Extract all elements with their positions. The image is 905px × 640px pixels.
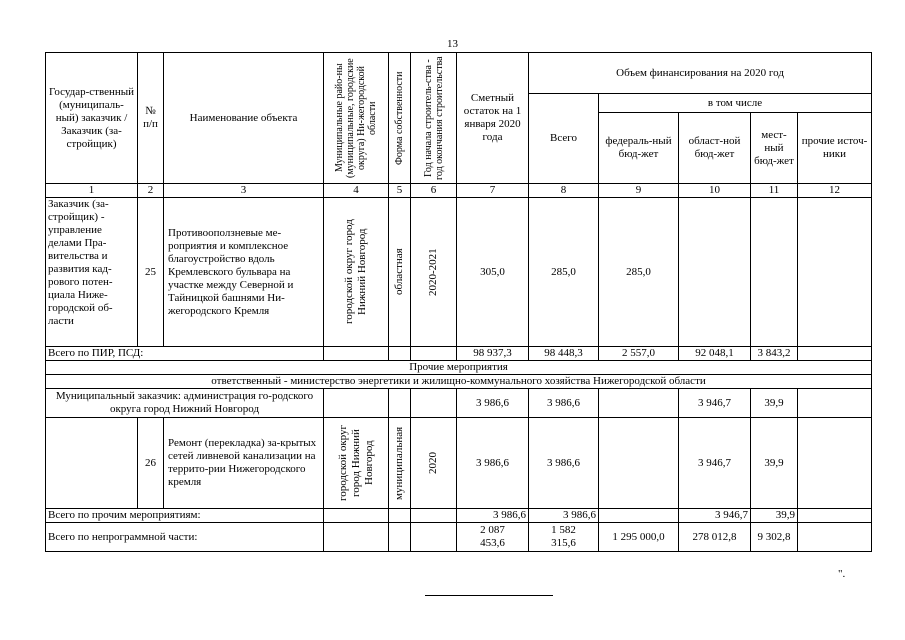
row26-district: городской округ город Нижний Новгород <box>336 424 375 502</box>
row26-district-cell <box>324 418 389 509</box>
empty-cell <box>411 523 457 552</box>
col-number: 1 <box>46 184 138 198</box>
row25-regional <box>679 198 751 347</box>
header-num: № п/п <box>138 53 164 184</box>
total-pir-label: Всего по ПИР, ПСД: <box>46 347 324 361</box>
empty-cell <box>389 523 411 552</box>
header-balance: Сметный остаток на 1 января 2020 года <box>457 53 529 184</box>
page-number: 13 <box>447 38 458 50</box>
total-pir-balance: 98 937,3 <box>457 347 529 361</box>
row25-ownership-cell <box>389 198 411 347</box>
col-number: 12 <box>798 184 872 198</box>
total-pir-total: 98 448,3 <box>529 347 599 361</box>
empty-cell <box>324 347 389 361</box>
col-number: 5 <box>389 184 411 198</box>
total-nonprogram-federal: 1 295 000,0 <box>599 523 679 552</box>
municipal-customer-row <box>46 389 872 418</box>
empty-cell <box>389 509 411 523</box>
header-districts-cell <box>324 53 389 184</box>
header-years-cell <box>411 53 457 184</box>
empty-cell <box>411 509 457 523</box>
empty-cell <box>324 389 389 418</box>
empty-cell <box>389 389 411 418</box>
header-ownership-cell <box>389 53 411 184</box>
row26-years: 2020 <box>427 452 439 474</box>
row25-other <box>798 198 872 347</box>
total-other-regional: 3 946,7 <box>679 509 751 523</box>
municipal-local: 39,9 <box>751 389 798 418</box>
row26-balance: 3 986,6 <box>457 418 529 509</box>
row26-ownership-cell <box>389 418 411 509</box>
row25-balance: 305,0 <box>457 198 529 347</box>
col-number: 7 <box>457 184 529 198</box>
header-federal: федераль-ный бюд-жет <box>599 113 679 184</box>
row26-num: 26 <box>138 418 164 509</box>
empty-cell <box>798 509 872 523</box>
municipal-customer-label: Муниципальный заказчик: администрация го-родского округа город Нижний Новгород <box>46 389 324 418</box>
header-regional: област-ной бюд-жет <box>679 113 751 184</box>
footer-divider <box>425 595 553 596</box>
header-funding-title: Объем финансирования на 2020 год <box>529 53 872 94</box>
total-nonprogram-row <box>46 523 872 552</box>
total-nonprogram-total: 1 582 315,6 <box>529 523 599 552</box>
total-other-balance: 3 986,6 <box>457 509 529 523</box>
municipal-total: 3 986,6 <box>529 389 599 418</box>
section-other-title: Прочие мероприятия <box>46 361 872 375</box>
total-pir-row <box>46 347 872 361</box>
row25-years: 2020-2021 <box>427 248 439 296</box>
total-other-row <box>46 509 872 523</box>
row26-years-cell <box>411 418 457 509</box>
row25-district-cell <box>324 198 389 347</box>
total-other-local: 39,9 <box>751 509 798 523</box>
empty-cell <box>324 509 389 523</box>
empty-cell <box>411 389 457 418</box>
col-number: 9 <box>599 184 679 198</box>
empty-cell <box>46 418 138 509</box>
responsible-row <box>46 375 872 389</box>
header-other: прочие источ-ники <box>798 113 872 184</box>
total-nonprogram-balance: 2 087 453,6 <box>457 523 529 552</box>
empty-cell <box>389 347 411 361</box>
col-number: 3 <box>164 184 324 198</box>
header-row <box>46 53 872 94</box>
header-districts: Муниципальные райо-ны (муниципальные, городские округа) Ни-жегородской области <box>334 58 378 178</box>
municipal-balance: 3 986,6 <box>457 389 529 418</box>
empty-cell <box>798 418 872 509</box>
header-local: мест-ный бюд-жет <box>751 113 798 184</box>
col-number: 10 <box>679 184 751 198</box>
header-object-name: Наименование объекта <box>164 53 324 184</box>
responsible-title: ответственный - министерство энергетики и жилищно-коммунального хозяйства Нижегородской области <box>46 375 872 389</box>
row25-federal: 285,0 <box>599 198 679 347</box>
col-number: 8 <box>529 184 599 198</box>
section-row <box>46 361 872 375</box>
row26-total: 3 986,6 <box>529 418 599 509</box>
table-row <box>46 198 872 347</box>
total-nonprogram-local: 9 302,8 <box>751 523 798 552</box>
financing-table <box>45 52 872 552</box>
total-pir-federal: 2 557,0 <box>599 347 679 361</box>
row25-total: 285,0 <box>529 198 599 347</box>
header-total: Всего <box>529 94 599 184</box>
row26-name: Ремонт (перекладка) за-крытых сетей ливневой канализации на террито-рии Нижегородского кремля <box>164 418 324 509</box>
row26-local: 39,9 <box>751 418 798 509</box>
header-customer: Государ-ственный (муниципаль-ный) заказчик / Заказчик (за-стройщик) <box>46 53 138 184</box>
total-pir-local: 3 843,2 <box>751 347 798 361</box>
table-row <box>46 418 872 509</box>
total-nonprogram-regional: 278 012,8 <box>679 523 751 552</box>
total-pir-regional: 92 048,1 <box>679 347 751 361</box>
empty-cell <box>798 347 872 361</box>
empty-cell <box>411 347 457 361</box>
row26-ownership: муниципальная <box>393 426 405 500</box>
empty-cell <box>599 418 679 509</box>
row26-regional: 3 946,7 <box>679 418 751 509</box>
empty-cell <box>599 389 679 418</box>
row25-district: городской округ город Нижний Новгород <box>343 219 368 325</box>
col-number: 6 <box>411 184 457 198</box>
total-other-label: Всего по прочим мероприятиям: <box>46 509 324 523</box>
header-ownership: Форма собственности <box>394 71 405 165</box>
header-years: Год начала строитель-ства - год окончания строительства <box>422 56 445 180</box>
empty-cell <box>798 523 872 552</box>
header-including: в том числе <box>599 94 872 113</box>
closing-quote: ". <box>838 568 846 580</box>
row25-local <box>751 198 798 347</box>
column-number-row <box>46 184 872 198</box>
row25-num: 25 <box>138 198 164 347</box>
total-nonprogram-label: Всего по непрограммной части: <box>46 523 324 552</box>
empty-cell <box>599 509 679 523</box>
row25-ownership: областная <box>393 248 405 296</box>
row25-years-cell <box>411 198 457 347</box>
empty-cell <box>798 389 872 418</box>
col-number: 4 <box>324 184 389 198</box>
col-number: 11 <box>751 184 798 198</box>
empty-cell <box>324 523 389 552</box>
total-other-total: 3 986,6 <box>529 509 599 523</box>
col-number: 2 <box>138 184 164 198</box>
row25-customer: Заказчик (за-стройщик) - управление делами Пра-вительства и развития кад-рового потен-циала Ниже-городской об-ласти <box>46 198 138 347</box>
municipal-regional: 3 946,7 <box>679 389 751 418</box>
row25-name: Противооползневые ме-роприятия и комплексное благоустройство вдоль Кремлевского бульвара на участке между Северной и Тайницкой башнями Ни-жегородского Кремля <box>164 198 324 347</box>
